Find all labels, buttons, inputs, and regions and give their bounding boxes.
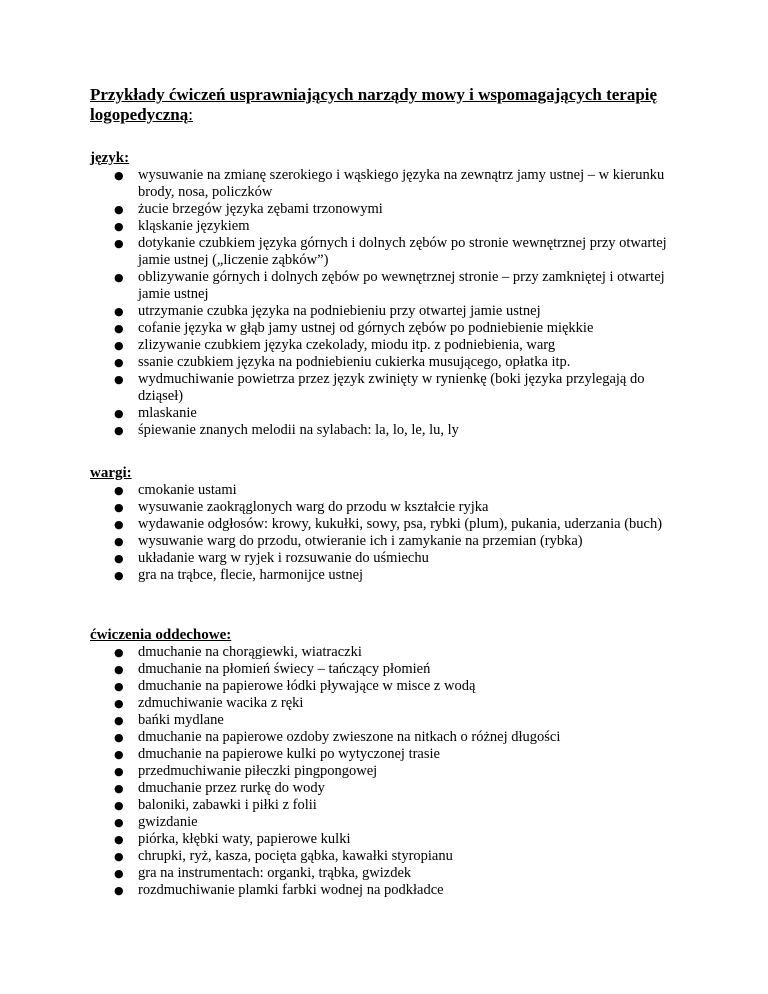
section-wargi (90, 465, 680, 584)
bullet-icon: ● (114, 748, 124, 761)
exercise-list-cwiczenia-oddechowe (90, 644, 680, 899)
list-item-text: dmuchanie na papierowe łódki pływające w misce z wodą (138, 678, 476, 694)
bullet-icon: ● (114, 867, 124, 880)
list-item-text: dmuchanie na płomień świecy – tańczący płomień (138, 661, 431, 677)
list-item (90, 405, 680, 422)
bullet-icon: ● (114, 646, 124, 659)
bullet-icon: ● (114, 322, 124, 335)
list-item-text: gra na trąbce, flecie, harmonijce ustnej (138, 567, 364, 583)
list-item-text: wysuwanie warg do przodu, otwieranie ich i zamykanie na przemian (rybka) (138, 533, 583, 549)
list-item (90, 354, 680, 371)
list-item (90, 831, 680, 848)
list-item (90, 269, 680, 303)
bullet-icon: ● (114, 569, 124, 582)
bullet-icon: ● (114, 833, 124, 846)
bullet-icon: ● (114, 237, 124, 250)
list-item (90, 882, 680, 899)
list-item (90, 729, 680, 746)
list-item-text: wydmuchiwanie powietrza przez język zwinięty w rynienkę (boki języka przylegają do dziąseł) (138, 371, 645, 404)
list-item (90, 482, 680, 499)
list-item (90, 678, 680, 695)
list-item (90, 235, 680, 269)
list-item (90, 644, 680, 661)
document-title-text: Przykłady ćwiczeń usprawniających narządy mowy i wspomagających terapię logopedyczną (90, 85, 658, 124)
list-item-text: cofanie języka w głąb jamy ustnej od górnych zębów po podniebienie miękkie (138, 320, 594, 336)
list-item (90, 422, 680, 439)
bullet-icon: ● (114, 203, 124, 216)
list-item (90, 218, 680, 235)
bullet-icon: ● (114, 552, 124, 565)
list-item (90, 712, 680, 729)
list-item-text: dmuchanie na papierowe kulki po wytyczonej trasie (138, 746, 440, 762)
list-item (90, 763, 680, 780)
list-item-text: oblizywanie górnych i dolnych zębów po wewnętrznej stronie – przy zamkniętej i otwartej jamie ustnej (138, 269, 665, 302)
list-item-text: wydawanie odgłosów: krowy, kukułki, sowy, psa, rybki (plum), pukania, uderzania (buch) (138, 516, 663, 532)
bullet-icon: ● (114, 714, 124, 727)
list-item (90, 320, 680, 337)
list-item-text: ssanie czubkiem języka na podniebieniu cukierka musującego, opłatka itp. (138, 354, 571, 370)
bullet-icon: ● (114, 305, 124, 318)
list-item-text: gwizdanie (138, 814, 198, 830)
list-item-text: wysuwanie zaokrąglonych warg do przodu w kształcie ryjka (138, 499, 489, 515)
section-heading-cwiczenia-oddechowe: ćwiczenia oddechowe: (90, 627, 232, 643)
exercise-list-wargi (90, 482, 680, 584)
bullet-icon: ● (114, 765, 124, 778)
list-item-text: dotykanie czubkiem języka górnych i dolnych zębów po stronie wewnętrznej przy otwartej jamie ustnej („liczenie ząbków”) (138, 235, 667, 268)
section-heading-jezyk: język: (90, 150, 130, 166)
bullet-icon: ● (114, 816, 124, 829)
list-item (90, 550, 680, 567)
section-jezyk (90, 150, 680, 439)
bullet-icon: ● (114, 424, 124, 437)
exercise-list-jezyk (90, 167, 680, 439)
list-item-text: dmuchanie na papierowe ozdoby zwieszone na nitkach o różnej długości (138, 729, 561, 745)
list-item-text: wysuwanie na zmianę szerokiego i wąskiego języka na zewnątrz jamy ustnej – w kierunku brody, nosa, policzków (138, 167, 665, 200)
list-item (90, 567, 680, 584)
bullet-icon: ● (114, 884, 124, 897)
list-item-text: żucie brzegów języka zębami trzonowymi (138, 201, 383, 217)
document-title (90, 85, 690, 125)
list-item-text: baloniki, zabawki i piłki z folii (138, 797, 317, 813)
list-item (90, 201, 680, 218)
list-item-text: chrupki, ryż, kasza, pocięta gąbka, kawałki styropianu (138, 848, 453, 864)
list-item-text: dmuchanie na chorągiewki, wiatraczki (138, 644, 362, 660)
bullet-icon: ● (114, 535, 124, 548)
bullet-icon: ● (114, 356, 124, 369)
list-item-text: przedmuchiwanie piłeczki pingpongowej (138, 763, 378, 779)
list-item-text: układanie warg w ryjek i rozsuwanie do uśmiechu (138, 550, 429, 566)
bullet-icon: ● (114, 782, 124, 795)
list-item (90, 780, 680, 797)
list-item (90, 814, 680, 831)
bullet-icon: ● (114, 339, 124, 352)
list-item-text: bańki mydlane (138, 712, 224, 728)
list-item-text: śpiewanie znanych melodii na sylabach: la, lo, le, lu, ly (138, 422, 459, 438)
list-item-text: rozdmuchiwanie plamki farbki wodnej na podkładce (138, 882, 444, 898)
bullet-icon: ● (114, 169, 124, 182)
list-item (90, 848, 680, 865)
list-item-text: kląskanie językiem (138, 218, 250, 234)
list-item (90, 746, 680, 763)
bullet-icon: ● (114, 850, 124, 863)
bullet-icon: ● (114, 407, 124, 420)
list-item (90, 371, 680, 405)
list-item (90, 499, 680, 516)
list-item-text: mlaskanie (138, 405, 197, 421)
list-item-text: utrzymanie czubka języka na podniebieniu przy otwartej jamie ustnej (138, 303, 541, 319)
bullet-icon: ● (114, 697, 124, 710)
bullet-icon: ● (114, 373, 124, 386)
bullet-icon: ● (114, 271, 124, 284)
bullet-icon: ● (114, 680, 124, 693)
list-item-text: dmuchanie przez rurkę do wody (138, 780, 325, 796)
bullet-icon: ● (114, 518, 124, 531)
list-item (90, 865, 680, 882)
section-heading-wargi: wargi: (90, 465, 132, 481)
list-item (90, 516, 680, 533)
list-item-text: gra na instrumentach: organki, trąbka, gwizdek (138, 865, 412, 881)
list-item-text: piórka, kłębki waty, papierowe kulki (138, 831, 351, 847)
bullet-icon: ● (114, 220, 124, 233)
list-item (90, 661, 680, 678)
list-item (90, 337, 680, 354)
bullet-icon: ● (114, 799, 124, 812)
bullet-icon: ● (114, 731, 124, 744)
document-title-colon: : (188, 105, 193, 124)
bullet-icon: ● (114, 501, 124, 514)
list-item-text: zlizywanie czubkiem języka czekolady, miodu itp. z podniebienia, warg (138, 337, 556, 353)
bullet-icon: ● (114, 663, 124, 676)
list-item (90, 533, 680, 550)
list-item-text: cmokanie ustami (138, 482, 237, 498)
list-item (90, 167, 680, 201)
list-item (90, 695, 680, 712)
list-item (90, 797, 680, 814)
section-cwiczenia-oddechowe (90, 627, 680, 899)
bullet-icon: ● (114, 484, 124, 497)
list-item (90, 303, 680, 320)
list-item-text: zdmuchiwanie wacika z ręki (138, 695, 304, 711)
